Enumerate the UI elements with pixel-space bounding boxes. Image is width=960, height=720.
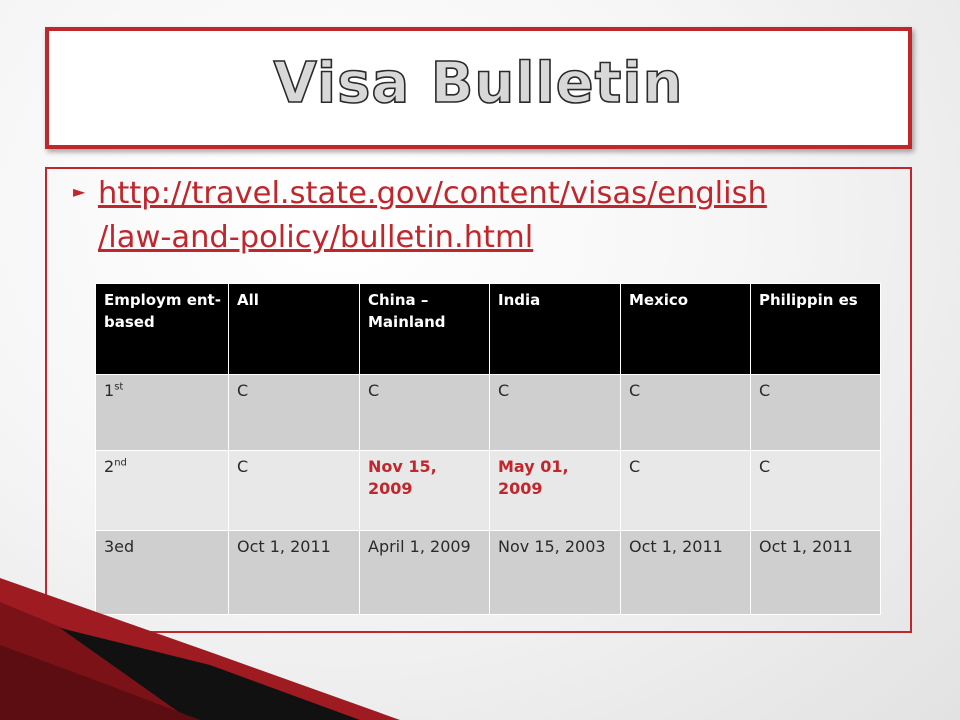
triangle-bullet-icon: ► — [73, 182, 86, 201]
table-cell: Oct 1, 2011 — [229, 531, 360, 615]
table-cell-highlight: Nov 15, 2009 — [360, 451, 490, 531]
table-cell: C — [229, 375, 360, 451]
table-cell: C — [621, 375, 751, 451]
header-cell-india: India — [490, 284, 621, 375]
table-cell: April 1, 2009 — [360, 531, 490, 615]
table-cell: C — [360, 375, 490, 451]
header-cell-philippines: Philippin es — [751, 284, 881, 375]
category-base: 1 — [104, 381, 115, 400]
category-base: 2 — [104, 457, 115, 476]
url-line-1: http://travel.state.gov/content/visas/english — [98, 176, 767, 211]
table-cell: C — [751, 451, 881, 531]
header-cell-employment-based: Employm ent- based — [96, 284, 229, 375]
header-cell-mexico: Mexico — [621, 284, 751, 375]
table-cell: Oct 1, 2011 — [751, 531, 881, 615]
table-cell: C — [751, 375, 881, 451]
table-cell: Nov 15, 2003 — [490, 531, 621, 615]
table-cell: C — [621, 451, 751, 531]
url-line-2: /law-and-policy/bulletin.html — [98, 220, 534, 255]
header-cell-china-mainland: China – Mainland — [360, 284, 490, 375]
category-sup: nd — [114, 457, 127, 469]
slide-title: Visa Bulletin — [273, 51, 684, 116]
category-sup: st — [114, 381, 124, 393]
table-cell: Oct 1, 2011 — [621, 531, 751, 615]
table-cell: C — [490, 375, 621, 451]
table-cell-highlight: May 01, 2009 — [490, 451, 621, 531]
table-cell: C — [229, 451, 360, 531]
header-cell-all: All — [229, 284, 360, 375]
category-base: 3ed — [104, 537, 135, 556]
